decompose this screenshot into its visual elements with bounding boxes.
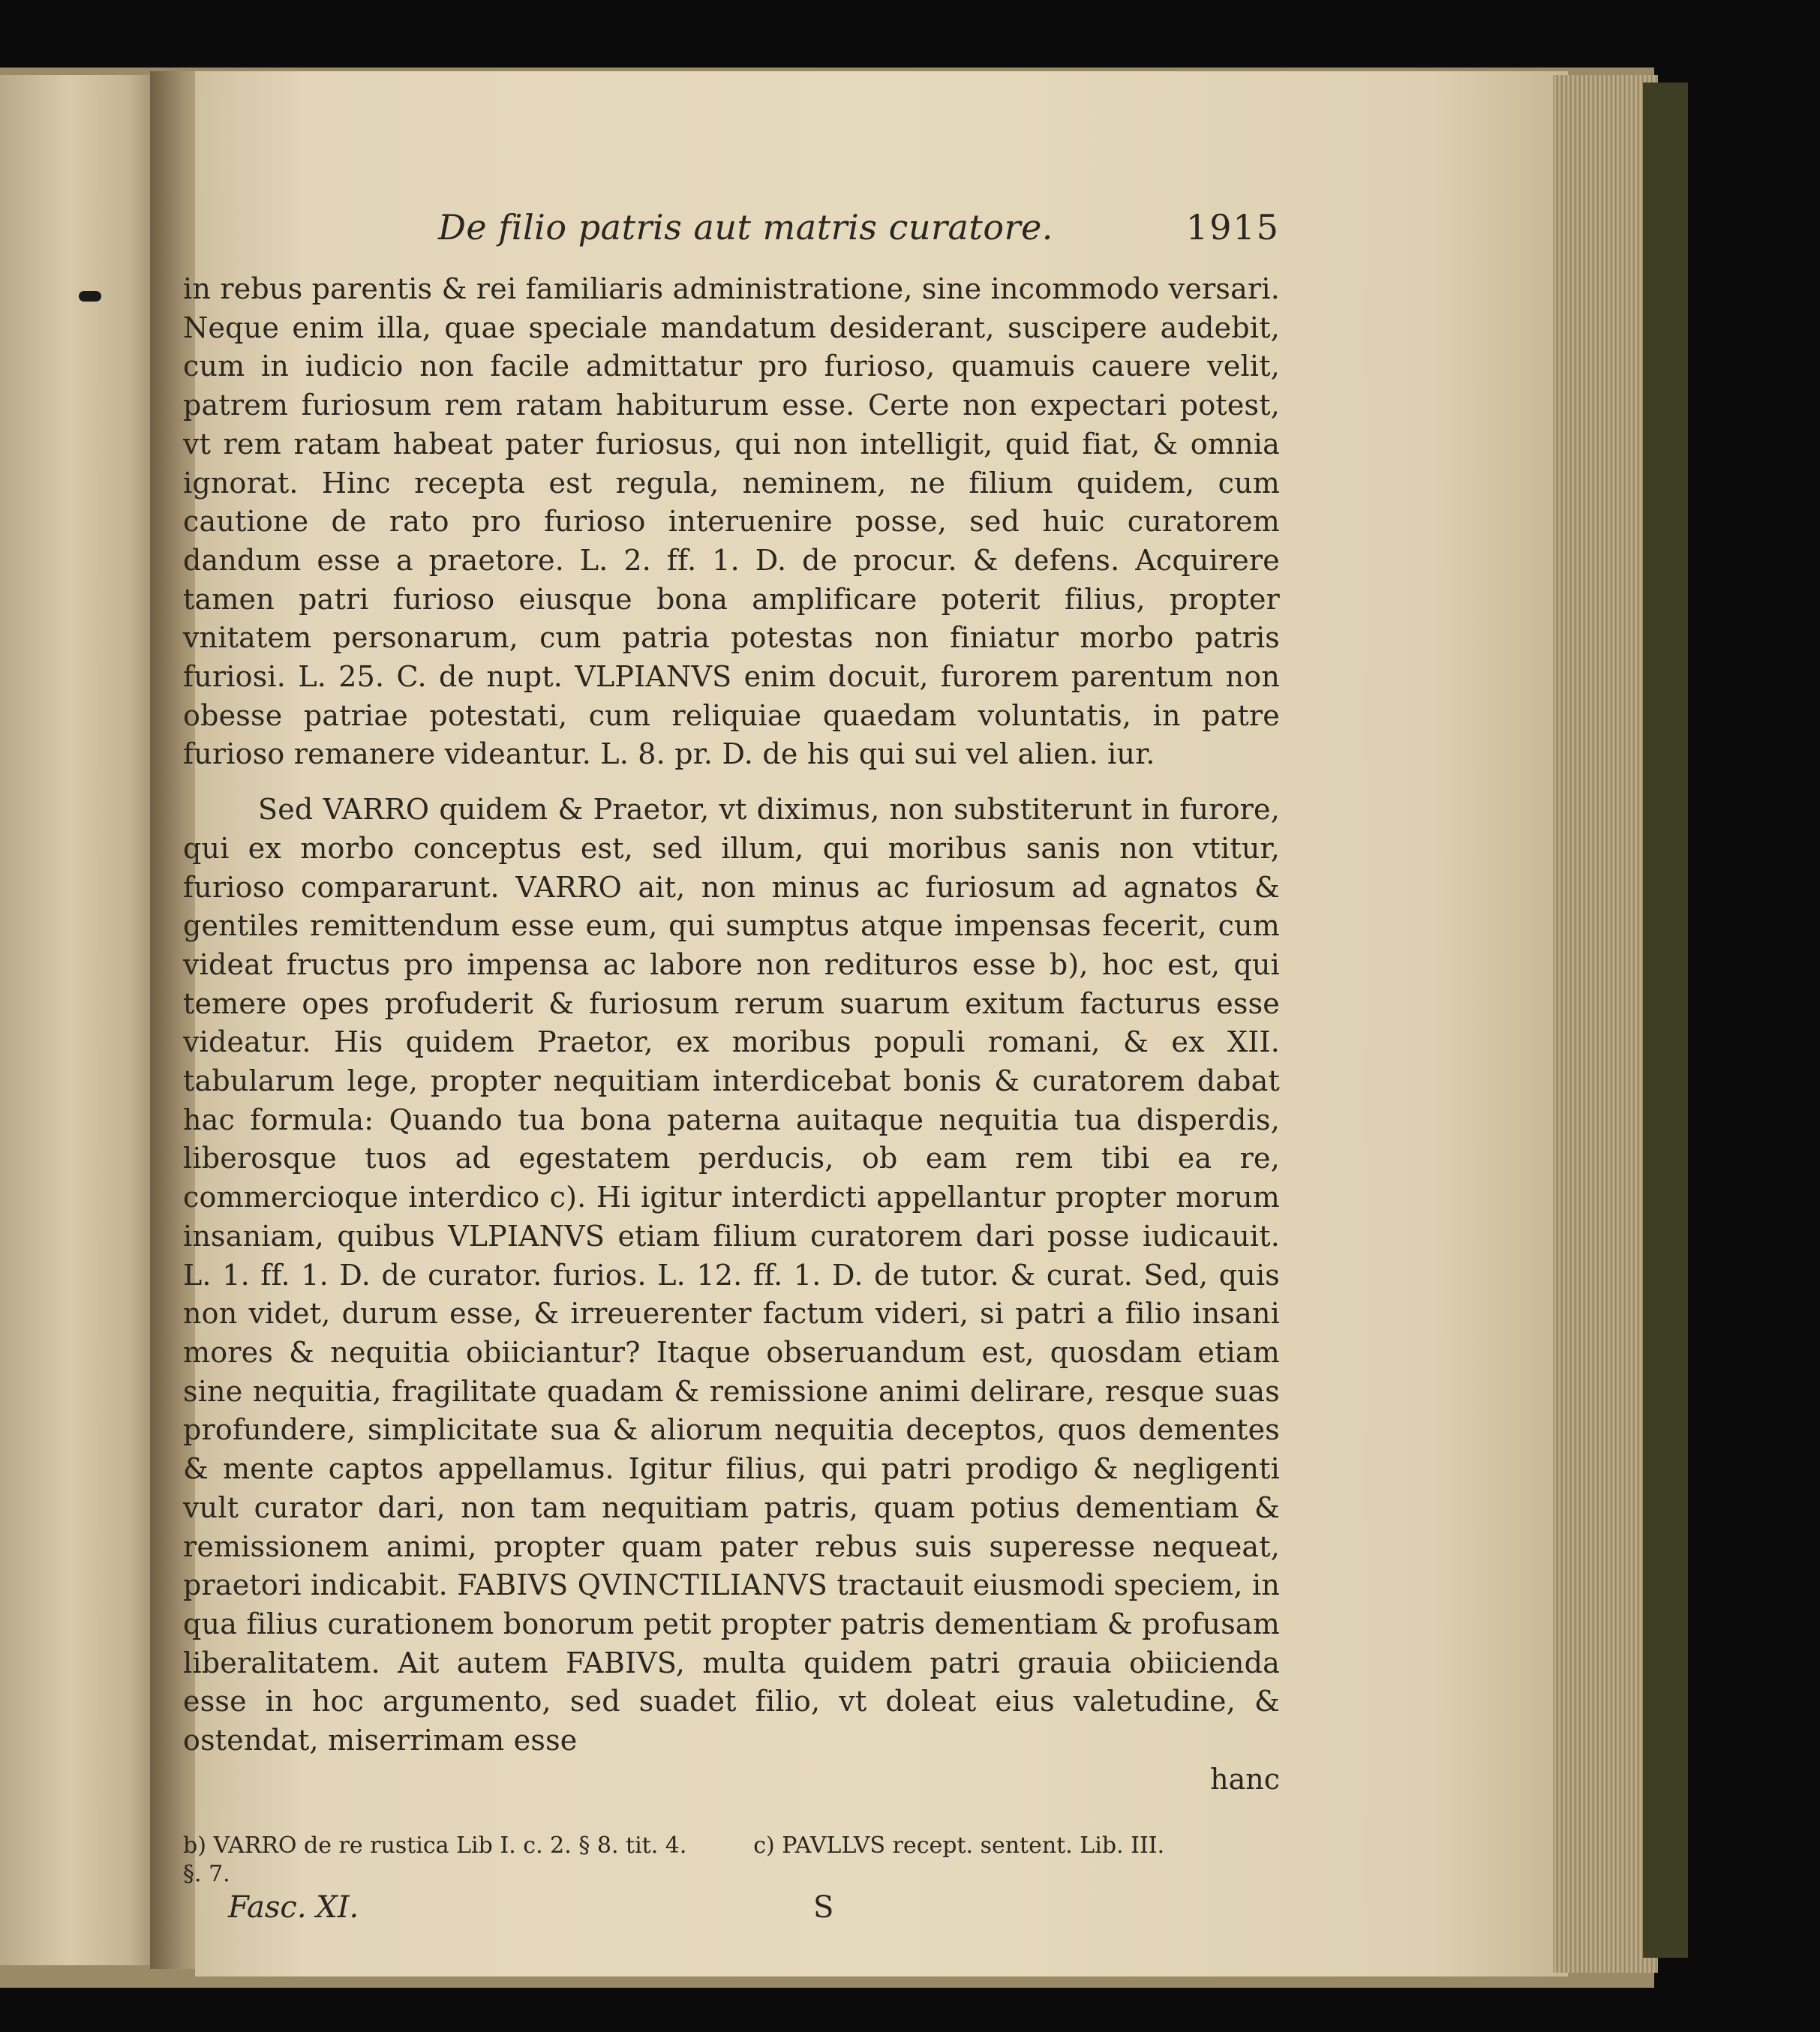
left-page-edge xyxy=(0,75,173,1965)
margin-mark xyxy=(79,291,101,302)
footnote-c: c) PAVLLVS recept. sentent. Lib. III. xyxy=(753,1832,1165,1859)
catchword: hanc xyxy=(1210,1762,1280,1796)
signature-line xyxy=(183,1890,1280,1928)
page-number: 1915 xyxy=(1185,207,1280,248)
paragraph-1: in rebus parentis & rei familiaris administratione, sine incommodo versari. Neque enim illa, quae speciale mandatum desiderant, suscipere audebit, cum in iudicio non facile admittatur pro furioso, quamuis cauere velit, patrem furiosum rem ratam habiturum esse. Certe non expectari potest, vt rem ratam habeat pater furiosus, qui non intelligit, quid fiat, & omnia ignorat. Hinc recepta est regula, neminem, ne filium quidem, cum cautione de rato pro furioso interuenire posse, sed huic curatorem dandum esse a praetore. L. 2. ff. 1. D. de procur. & defens. Acquirere tamen patri furioso eiusque bona amplificare poterit filius, propter vnitatem personarum, cum patria potestas non finiatur morbo patris furiosi. L. 25. C. de nupt. VLPIANVS enim docuit, furorem parentum non obesse patriae potestati, cum reliquiae quaedam voluntatis, in patre furioso remanere videantur. L. 8. pr. D. de his qui sui vel alien. iur. xyxy=(183,272,1280,771)
book-cover-edge xyxy=(1643,83,1688,1958)
running-head xyxy=(183,203,1280,263)
fascicle-mark: Fasc. XI. xyxy=(228,1889,359,1925)
footnote-b: b) VARRO de re rustica Lib I. c. 2. § 8. tit. 4. §. 7. xyxy=(183,1832,687,1887)
page-edges xyxy=(1553,75,1658,1973)
footnote-spacer xyxy=(183,1799,1280,1832)
footnotes xyxy=(183,1832,1280,1889)
text-block xyxy=(183,203,1280,1928)
running-head-title: De filio patris aut matris curatore. xyxy=(438,207,1053,248)
paragraph-2: Sed VARRO quidem & Praetor, vt diximus, non substiterunt in furore, qui ex morbo conceptus est, sed illum, qui moribus sanis non vtitur, furioso compararunt. VARRO ait, non minus ac furiosum ad agnatos & gentiles remittendum esse eum, qui sumptus atque impensas fecerit, cum videat fructus pro impensa ac labore non redituros esse b), hoc est, qui temere opes profuderit & furiosum rerum suarum exitum facturus esse videatur. His quidem Praetor, ex moribus populi romani, & ex XII. tabularum lege, propter nequitiam interdicebat bonis & curatorem dabat hac formula: Quando tua bona paterna auitaque nequitia tua disperdis, liberosque tuos ad egestatem perducis, ob eam rem tibi ea re, commercioque interdico c). Hi igitur interdicti appellantur propter morum insaniam, quibus VLPIANVS etiam filium curatorem dari posse iudicauit. L. 1. ff. 1. D. de curator. furios. L. 12. ff. 1. D. de tutor. & curat. Sed, quis non videt, durum esse, & irreuerenter factum videri, si patri a filio insani mores & nequitia obiiciantur? Itaque obseruandum est, quosdam etiam sine nequitia, fragilitate quadam & remissione animi delirare, resque suas profundere, simplicitate sua & aliorum nequitia deceptos, quos dementes & mente captos appellamus. Igitur filius, qui patri prodigo & negligenti vult curator dari, non tam nequitiam patris, quam potius dementiam & remissionem animi, propter quam pater rebus suis superesse nequeat, praetori indicabit. FABIVS QVINCTILIANVS tractauit eiusmodi speciem, in qua filius curationem bonorum petit propter patris dementiam & profusam liberalitatem. Ait autem FABIVS, multa quidem patri grauia obiicienda esse in hoc argumento, sed suadet filio, vt doleat eius valetudine, & ostendat, miserrimam esse xyxy=(183,793,1280,1757)
signature-mark: S xyxy=(813,1889,834,1925)
